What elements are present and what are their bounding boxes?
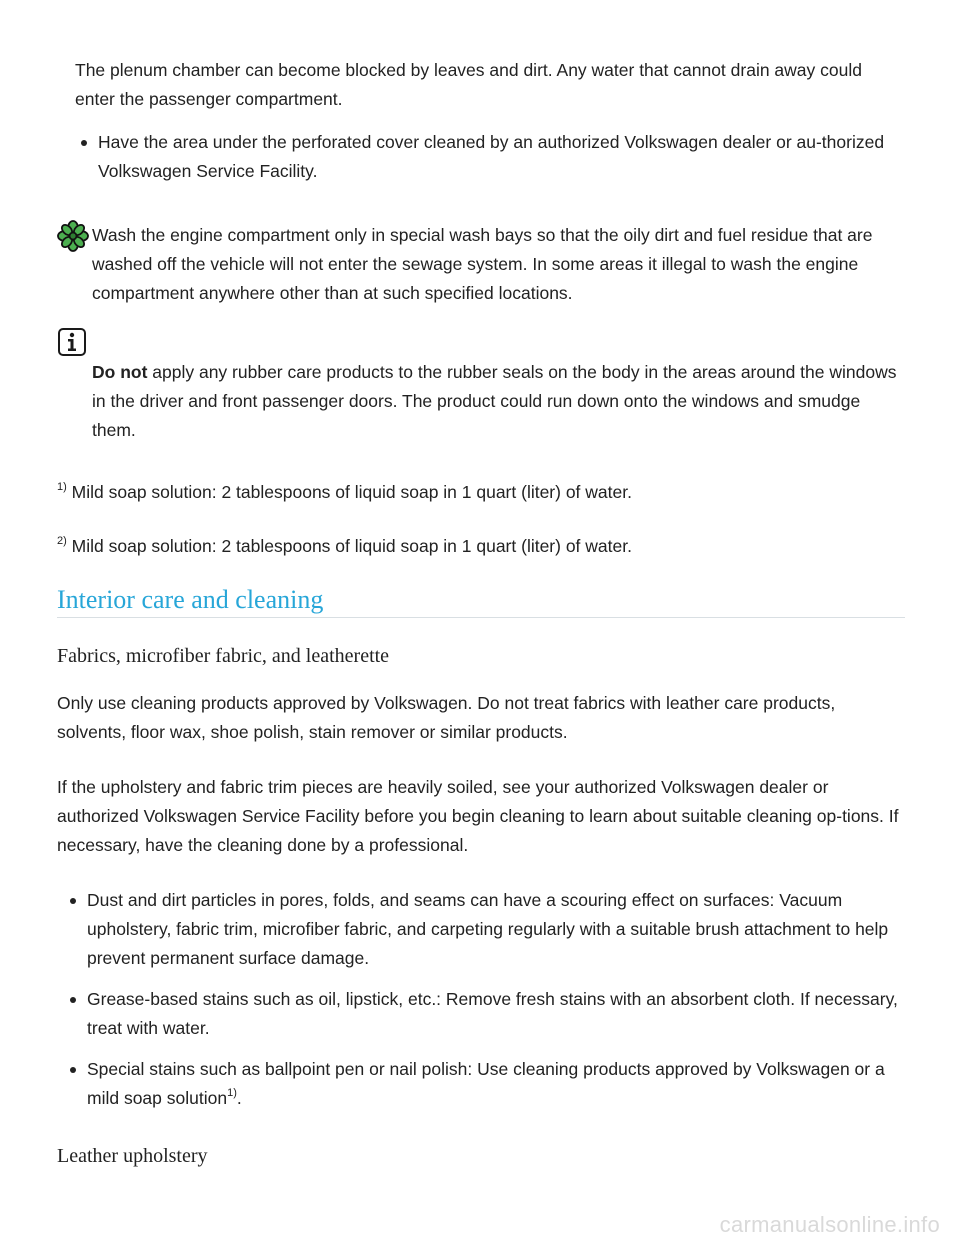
footnote-marker: 1) [57, 481, 67, 494]
list-item-text: Grease-based stains such as oil, lipstick, etc.: Remove fresh stains with an absorbent cloth. If necessary, treat with water. [87, 989, 898, 1038]
footnote-text: Mild soap solution: 2 tablespoons of liquid soap in 1 quart (liter) of water. [71, 482, 632, 502]
watermark: carmanualsonline.info [719, 1212, 940, 1237]
footnote-2 [57, 532, 907, 561]
list-item [87, 886, 905, 973]
subheading-leather: Leather upholstery [57, 1145, 208, 1167]
list-item [87, 985, 905, 1043]
interior-paragraph-1: Only use cleaning products approved by Volkswagen. Do not treat fabrics with leather care products, solvents, floor wax, shoe polish, stain remover or similar products. [57, 693, 836, 742]
footnote-marker: 2) [57, 535, 67, 548]
plenum-paragraph: The plenum chamber can become blocked by leaves and dirt. Any water that cannot drain away could enter the passenger compartment. [75, 60, 862, 109]
list-item-text: Dust and dirt particles in pores, folds, and seams can have a scouring effect on surfaces: Vacuum upholstery, fabric trim, microfiber fabric, and carpeting regularly with a suitable brush attachment to help prevent permanent surface damage. [87, 890, 889, 968]
plenum-bullet-list [98, 128, 898, 186]
footnote-text: Mild soap solution: 2 tablespoons of liquid soap in 1 quart (liter) of water. [71, 536, 632, 556]
list-item [87, 1055, 905, 1113]
list-item-text: Have the area under the perforated cover cleaned by an authorized Volkswagen dealer or au-thorized Volkswagen Service Facility. [98, 132, 885, 181]
footnote-1 [57, 478, 907, 507]
interior-paragraph-2: If the upholstery and fabric trim pieces are heavily soiled, see your authorized Volkswagen dealer or authorized Volkswagen Service Facility before you begin cleaning to learn about suitable cleaning op-tions. If necessary, have the cleaning done by a professional. [57, 777, 899, 855]
environment-flower-icon [57, 220, 89, 252]
list-item [98, 128, 898, 186]
info-icon [58, 328, 86, 356]
info-note-bold: Do not [92, 362, 148, 382]
interior-bullet-list [87, 886, 905, 1113]
list-item-end: . [236, 1088, 242, 1108]
subheading-fabrics: Fabrics, microfiber fabric, and leatherette [57, 645, 390, 667]
footnote-ref: 1) [227, 1087, 237, 1100]
environment-note-text: Wash the engine compartment only in special wash bays so that the oily dirt and fuel residue that are washed off the vehicle will not enter the sewage system. In some areas it illegal to wash the engine compartment anywhere other than at such specified locations. [92, 225, 873, 303]
list-item-text: Special stains such as ballpoint pen or nail polish: Use cleaning products approved by Volkswagen or a mild soap solution [87, 1059, 885, 1108]
info-note-text [92, 358, 902, 445]
section-heading: Interior care and cleaning [57, 585, 905, 618]
info-note-body: apply any rubber care products to the rubber seals on the body in the areas around the windows in the driver and front passenger doors. The product could run down onto the windows and smudge them. [92, 362, 897, 440]
